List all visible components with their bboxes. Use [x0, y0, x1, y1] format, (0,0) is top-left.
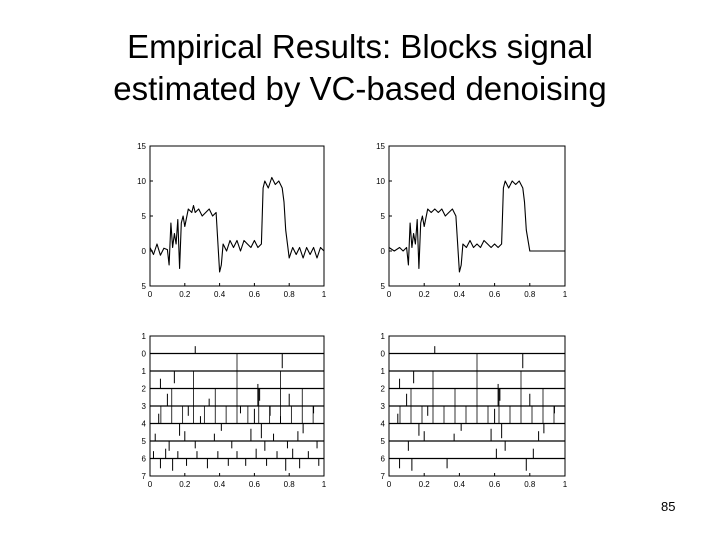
signal-line — [150, 178, 324, 273]
x-tick-label: 1 — [562, 290, 568, 299]
y-tick-label: 5 — [380, 282, 385, 291]
signal-line — [389, 181, 565, 272]
y-tick-label: 0 — [141, 349, 146, 359]
x-tick-label: 0.2 — [418, 480, 430, 489]
title-line-1: Empirical Results: Blocks signal — [127, 28, 593, 65]
y-tick-label: 3 — [380, 402, 385, 411]
x-tick-label: 0.2 — [179, 290, 191, 299]
y-tick-label: 6 — [380, 454, 385, 464]
y-tick-label: 4 — [380, 419, 385, 429]
page-number: 85 — [661, 499, 676, 514]
x-tick-label: 1 — [321, 480, 327, 489]
y-tick-label: 7 — [141, 472, 146, 481]
x-tick-label: 0.4 — [214, 480, 226, 489]
x-tick-label: 0 — [147, 480, 153, 489]
x-tick-label: 0 — [386, 290, 392, 299]
x-tick-label: 0.4 — [214, 290, 226, 299]
y-tick-label: 15 — [376, 142, 385, 151]
y-tick-label: 0 — [141, 247, 146, 256]
y-tick-label: 2 — [380, 384, 385, 394]
panel-bottom-right — [381, 332, 568, 489]
y-tick-label: 5 — [141, 437, 146, 446]
plot-frame — [389, 146, 565, 286]
y-tick-label: 0 — [380, 247, 385, 256]
x-tick-label: 0.4 — [453, 290, 465, 299]
y-tick-label: 2 — [141, 384, 146, 394]
y-tick-label: 4 — [141, 419, 146, 429]
y-tick-label: 10 — [137, 177, 146, 186]
y-tick-label: 6 — [141, 454, 146, 464]
x-tick-label: 0.6 — [248, 480, 260, 489]
y-tick-label: 5 — [380, 212, 385, 221]
y-tick-label: 10 — [376, 177, 385, 186]
x-tick-label: 0.8 — [283, 290, 295, 299]
slide-title — [0, 26, 720, 110]
x-tick-label: 0.2 — [179, 480, 191, 489]
plot-frame — [150, 146, 324, 286]
y-tick-label: 5 — [141, 212, 146, 221]
y-tick-label: 1 — [380, 332, 385, 341]
y-tick-label: 3 — [141, 402, 146, 411]
y-tick-label: 1 — [380, 367, 385, 376]
x-tick-label: 0.4 — [453, 480, 465, 489]
title-line-2: estimated by VC-based denoising — [113, 70, 607, 107]
y-tick-label: 1 — [141, 332, 146, 341]
y-tick-label: 1 — [141, 367, 146, 376]
x-tick-label: 0 — [147, 290, 153, 299]
panel-top-left — [137, 142, 327, 299]
x-tick-label: 0.6 — [489, 480, 501, 489]
y-tick-label: 5 — [141, 282, 146, 291]
x-tick-label: 0 — [386, 480, 392, 489]
x-tick-label: 1 — [562, 480, 568, 489]
x-tick-label: 0.8 — [524, 290, 536, 299]
panel-bottom-left — [142, 332, 327, 489]
plot-frame — [150, 336, 324, 476]
x-tick-label: 0.2 — [418, 290, 430, 299]
plot-frame — [389, 336, 565, 476]
panel-top-right — [376, 142, 568, 299]
x-tick-label: 1 — [321, 290, 327, 299]
y-tick-label: 15 — [137, 142, 146, 151]
x-tick-label: 0.6 — [248, 290, 260, 299]
x-tick-label: 0.6 — [489, 290, 501, 299]
x-tick-label: 0.8 — [283, 480, 295, 489]
x-tick-label: 0.8 — [524, 480, 536, 489]
y-tick-label: 7 — [380, 472, 385, 481]
y-tick-label: 5 — [380, 437, 385, 446]
y-tick-label: 0 — [380, 349, 385, 359]
